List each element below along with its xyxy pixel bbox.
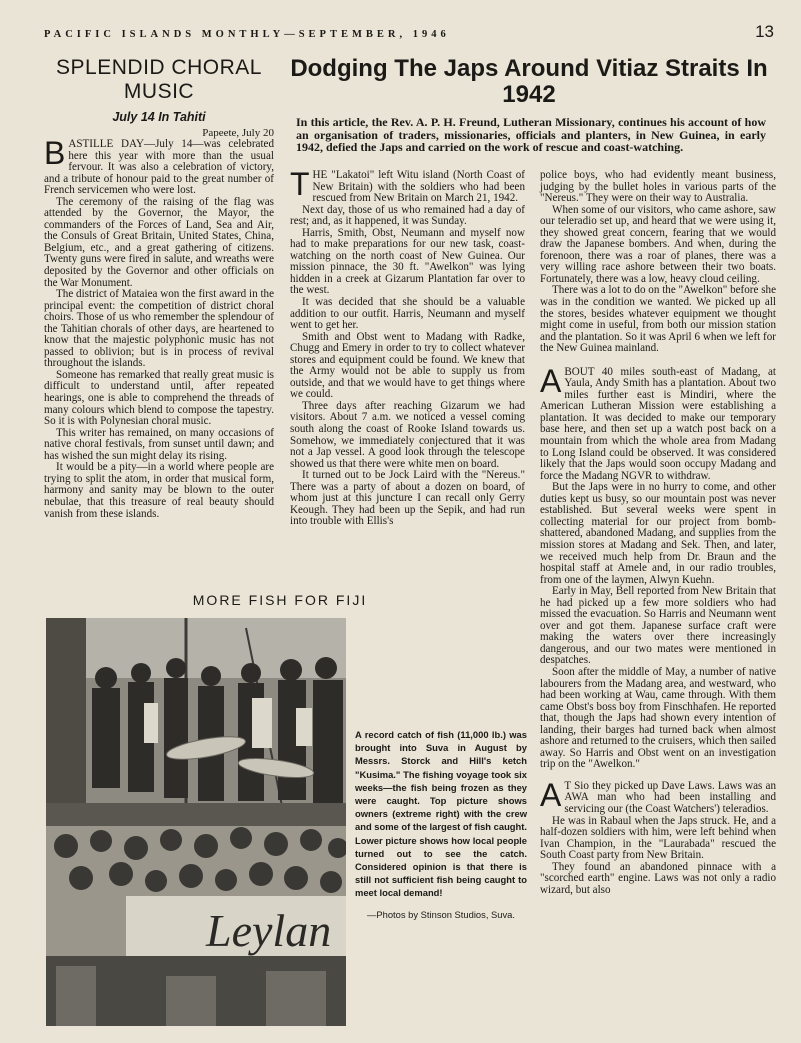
- choral-title: [44, 56, 274, 104]
- choral-paragraph: The district of Mataiea won the first award in the principal event: the competition of district choral choirs. Those of us who remember the splendour of the Tahitian chorals of other days, are heartened to know that the majestic polyphonic music has not passed to oblivion; but is in process of revival throughout the islands.: [44, 288, 274, 370]
- fiji-heading: MORE FISH FOR FIJI: [192, 592, 368, 608]
- choral-paragraph: BASTILLE DAY—July 14—was celebrated here this year with more than the usual fervour. It was also a celebration of victory, and a tribute of honour paid to the great number of French servicemen who were lost.: [44, 135, 274, 197]
- dropcap: B: [44, 135, 66, 171]
- vitiaz-paragraph: Early in May, Bell reported from New Britain that he had picked up a few more soldiers who had missed the evacuation. So Harris and Neumann went over and got them. Japanese surface craft were making the waters over there increasingly dangerous, and our two mates were mentioned in despatches.: [540, 585, 776, 667]
- choral-dateline: Papeete, July 20: [202, 127, 274, 139]
- choral-title-line1: SPLENDID CHORAL: [56, 56, 262, 79]
- choral-paragraph: The ceremony of the raising of the flag was attended by the Governor, the Mayor, the commanders of the Forces of Land, Sea and Air, the Consuls of Great Britain, United States, China, Belgium, etc., and a great gathering of citizens. Twenty guns were fired in salute, and wreaths were deposited by the Governor and other officials on the War Monument.: [44, 195, 274, 289]
- vitiaz-paragraph: Soon after the middle of May, a number of native labourers from the Madang area, and westward, who had been working at Wau, came through. With them came Obst's boss boy from Finschhafen. He reported that, though the Japs had shown every intention of landing, their barges had turned back when almost ashore and returned to the cruisers, which then sailed away. So Harris and Obst went on an investigation trip on the "Awelkon.": [540, 665, 776, 771]
- vitiaz-paragraph: Harris, Smith, Obst, Neumann and myself now had to make preparations for our new task, coast-watching on the north coast of New Guinea. Our mission pinnace, the 30 ft. "Awelkon" was lying hidden in a creek at Gizarum Plantation far over to the west.: [290, 226, 525, 297]
- dropcap: A: [540, 362, 562, 399]
- running-head: PACIFIC ISLANDS MONTHLY—SEPTEMBER, 1946: [44, 29, 450, 40]
- choral-paragraph: It would be a pity—in a world where people are trying to split the atom, in order that musical form, harmony and sanity may be blown to the outer nebulae, that this treasure of real beauty should vanish from these islands.: [44, 461, 274, 520]
- dropcap: A: [540, 776, 562, 813]
- choral-title-line2: MUSIC: [123, 80, 195, 103]
- choral-paragraph: This writer has remained, on many occasions of native choral festivals, from sunset until dawn; and has wished the sun might delay its rising.: [44, 426, 274, 462]
- page-number: 13: [755, 22, 774, 41]
- vitiaz-paragraph: They found an abandoned pinnace with a "scorched earth" engine. Laws was not only a radio wizard, but also: [540, 860, 776, 896]
- vitiaz-paragraph: police boys, who had evidently meant business, judging by the bullet holes in various parts of the "Nereus." They were on their way to Australia.: [540, 169, 776, 205]
- sign-text: Leylan: [206, 905, 332, 956]
- vitiaz-column-2: [540, 170, 776, 896]
- choral-paragraph: Someone has remarked that really great music is difficult to understand until, after repeated hearings, one is able to comprehend the threads of many colours which blend to compose the tapestry. So it is with Polynesian choral music.: [44, 368, 274, 428]
- vitiaz-paragraph: When some of our visitors, who came ashore, saw our teleradio set up, and heard that we were using it, they showed great concern, fearing that we would draw the Japanese bombers. And when, during the forenoon, there was a roar of planes, there was a very willing race ashore between their two boats. Fortunately, there was a low, heavy cloud ceiling.: [540, 203, 776, 285]
- caption-text: A record catch of fish (11,000 lb.) was brought into Suva in August by Messrs. Storck and Hill's ketch "Kusima." The fishing voyage took six weeks—the fish being frozen as they were caught. Top picture shows owners (extreme right) with the crew and some of the largest of fish caught. Lower picture shows how local people turned out to see the catch. Considered opinion is that there is still not sufficient fish being caught to meet local demand!: [355, 729, 527, 899]
- fiji-caption: [355, 728, 527, 921]
- vitiaz-paragraph: Smith and Obst went to Madang with Radke, Chugg and Emery in order to try to collect whatever stores and equipment could be found. We knew that the Army would not be able to supply us from outside, and that we would have to get things where we could.: [290, 330, 525, 401]
- vitiaz-paragraph: It was decided that she should be a valuable addition to our outfit. Harris, Neumann and myself went to get her.: [290, 296, 525, 332]
- vitiaz-paragraph: There was a lot to do on the "Awelkon" before she was in the condition we wanted. We picked up all the stores, besides whatever equipment we thought might come in useful, from both our mission station and the plantation. So it was April 6 when we left for the New Guinea mainland.: [540, 284, 776, 355]
- choral-article: [44, 56, 274, 520]
- choral-subhead: July 14 In Tahiti: [112, 110, 206, 124]
- vitiaz-paragraph: Next day, those of us who remained had a day of rest; and, as it happened, it was Sunday.: [290, 203, 525, 228]
- vitiaz-paragraph: THE "Lakatoi" left Witu island (North Coast of New Britain) with the soldiers who had been rescued from New Britain on March 21, 1942.: [290, 166, 525, 205]
- vitiaz-paragraph: Three days after reaching Gizarum we had visitors. About 7 a.m. we noticed a vessel coming south along the coast of Rooke Island towards us. Somehow, we immediately conjectured that it was not a Jap vessel. A good look through the telescope showed us that there were white men on board.: [290, 399, 525, 470]
- vitiaz-paragraph: He was in Rabaul when the Japs struck. He, and a half-dozen soldiers with him, were left behind when Ivan Champion, in the "Laurabada" rescued the South Coast party from New Britain.: [540, 814, 776, 862]
- vitiaz-title: Dodging The Japs Around Vitiaz Straits In 1942: [290, 55, 768, 108]
- crew-photo: [46, 618, 346, 826]
- page-header: [44, 22, 774, 42]
- crowd-photo: [46, 826, 346, 1026]
- vitiaz-paragraph: It turned out to be Jock Laird with the "Nereus." There was a party of about a dozen on board, of whom just at this juncture I can recall only Gerry Keough. They had been up the Sepik, and had run into trouble with Ellis's: [290, 469, 525, 528]
- vitiaz-intro: In this article, the Rev. A. P. H. Freund, Lutheran Missionary, continues his account of how an organisation of traders, missionaries, officials and planters, in New Guinea, in early 1942, defied the Japs and carried on the work of rescue and coast-watching.: [296, 115, 766, 154]
- dropcap: T: [290, 166, 310, 202]
- vitiaz-paragraph: A T Sio they picked up Dave Laws. Laws was an AWA man who had been installing and servicing our (the Coast Watchers') teleradios.: [540, 776, 776, 815]
- choral-body: [44, 135, 274, 520]
- vitiaz-paragraph: ABOUT 40 miles south-east of Madang, at Yaula, Andy Smith has a plantation. About two miles further east is Mindiri, where the American Lutheran Mission were establishing a plantation. It was decided to make our temporary base here, and then set up a watch post back on a mountain from which the whole area from Madang to Long Island could be observed. It was considered likely that the Japs would soon occupy Madang and force the Madang NGVR to withdraw.: [540, 362, 776, 482]
- photo-credit: —Photos by Stinson Studios, Suva.: [367, 908, 515, 920]
- vitiaz-column-1: [290, 166, 525, 528]
- vitiaz-paragraph: But the Japs were in no hurry to come, and other duties kept us busy, so our mountain post was never established. But several weeks were spent in collecting material for our project from bomb-shattered, abandoned Madang, and supplies from the mission stores at Madang and Sek. Then, and later, we received much help from Dr. Braun and the hospital staff at Amele and, in our radio troubles, from one of the laymen, Alwyn Kuehn.: [540, 481, 776, 586]
- crew-photo-illustration: [46, 618, 346, 826]
- crowd-photo-illustration: [46, 826, 346, 1026]
